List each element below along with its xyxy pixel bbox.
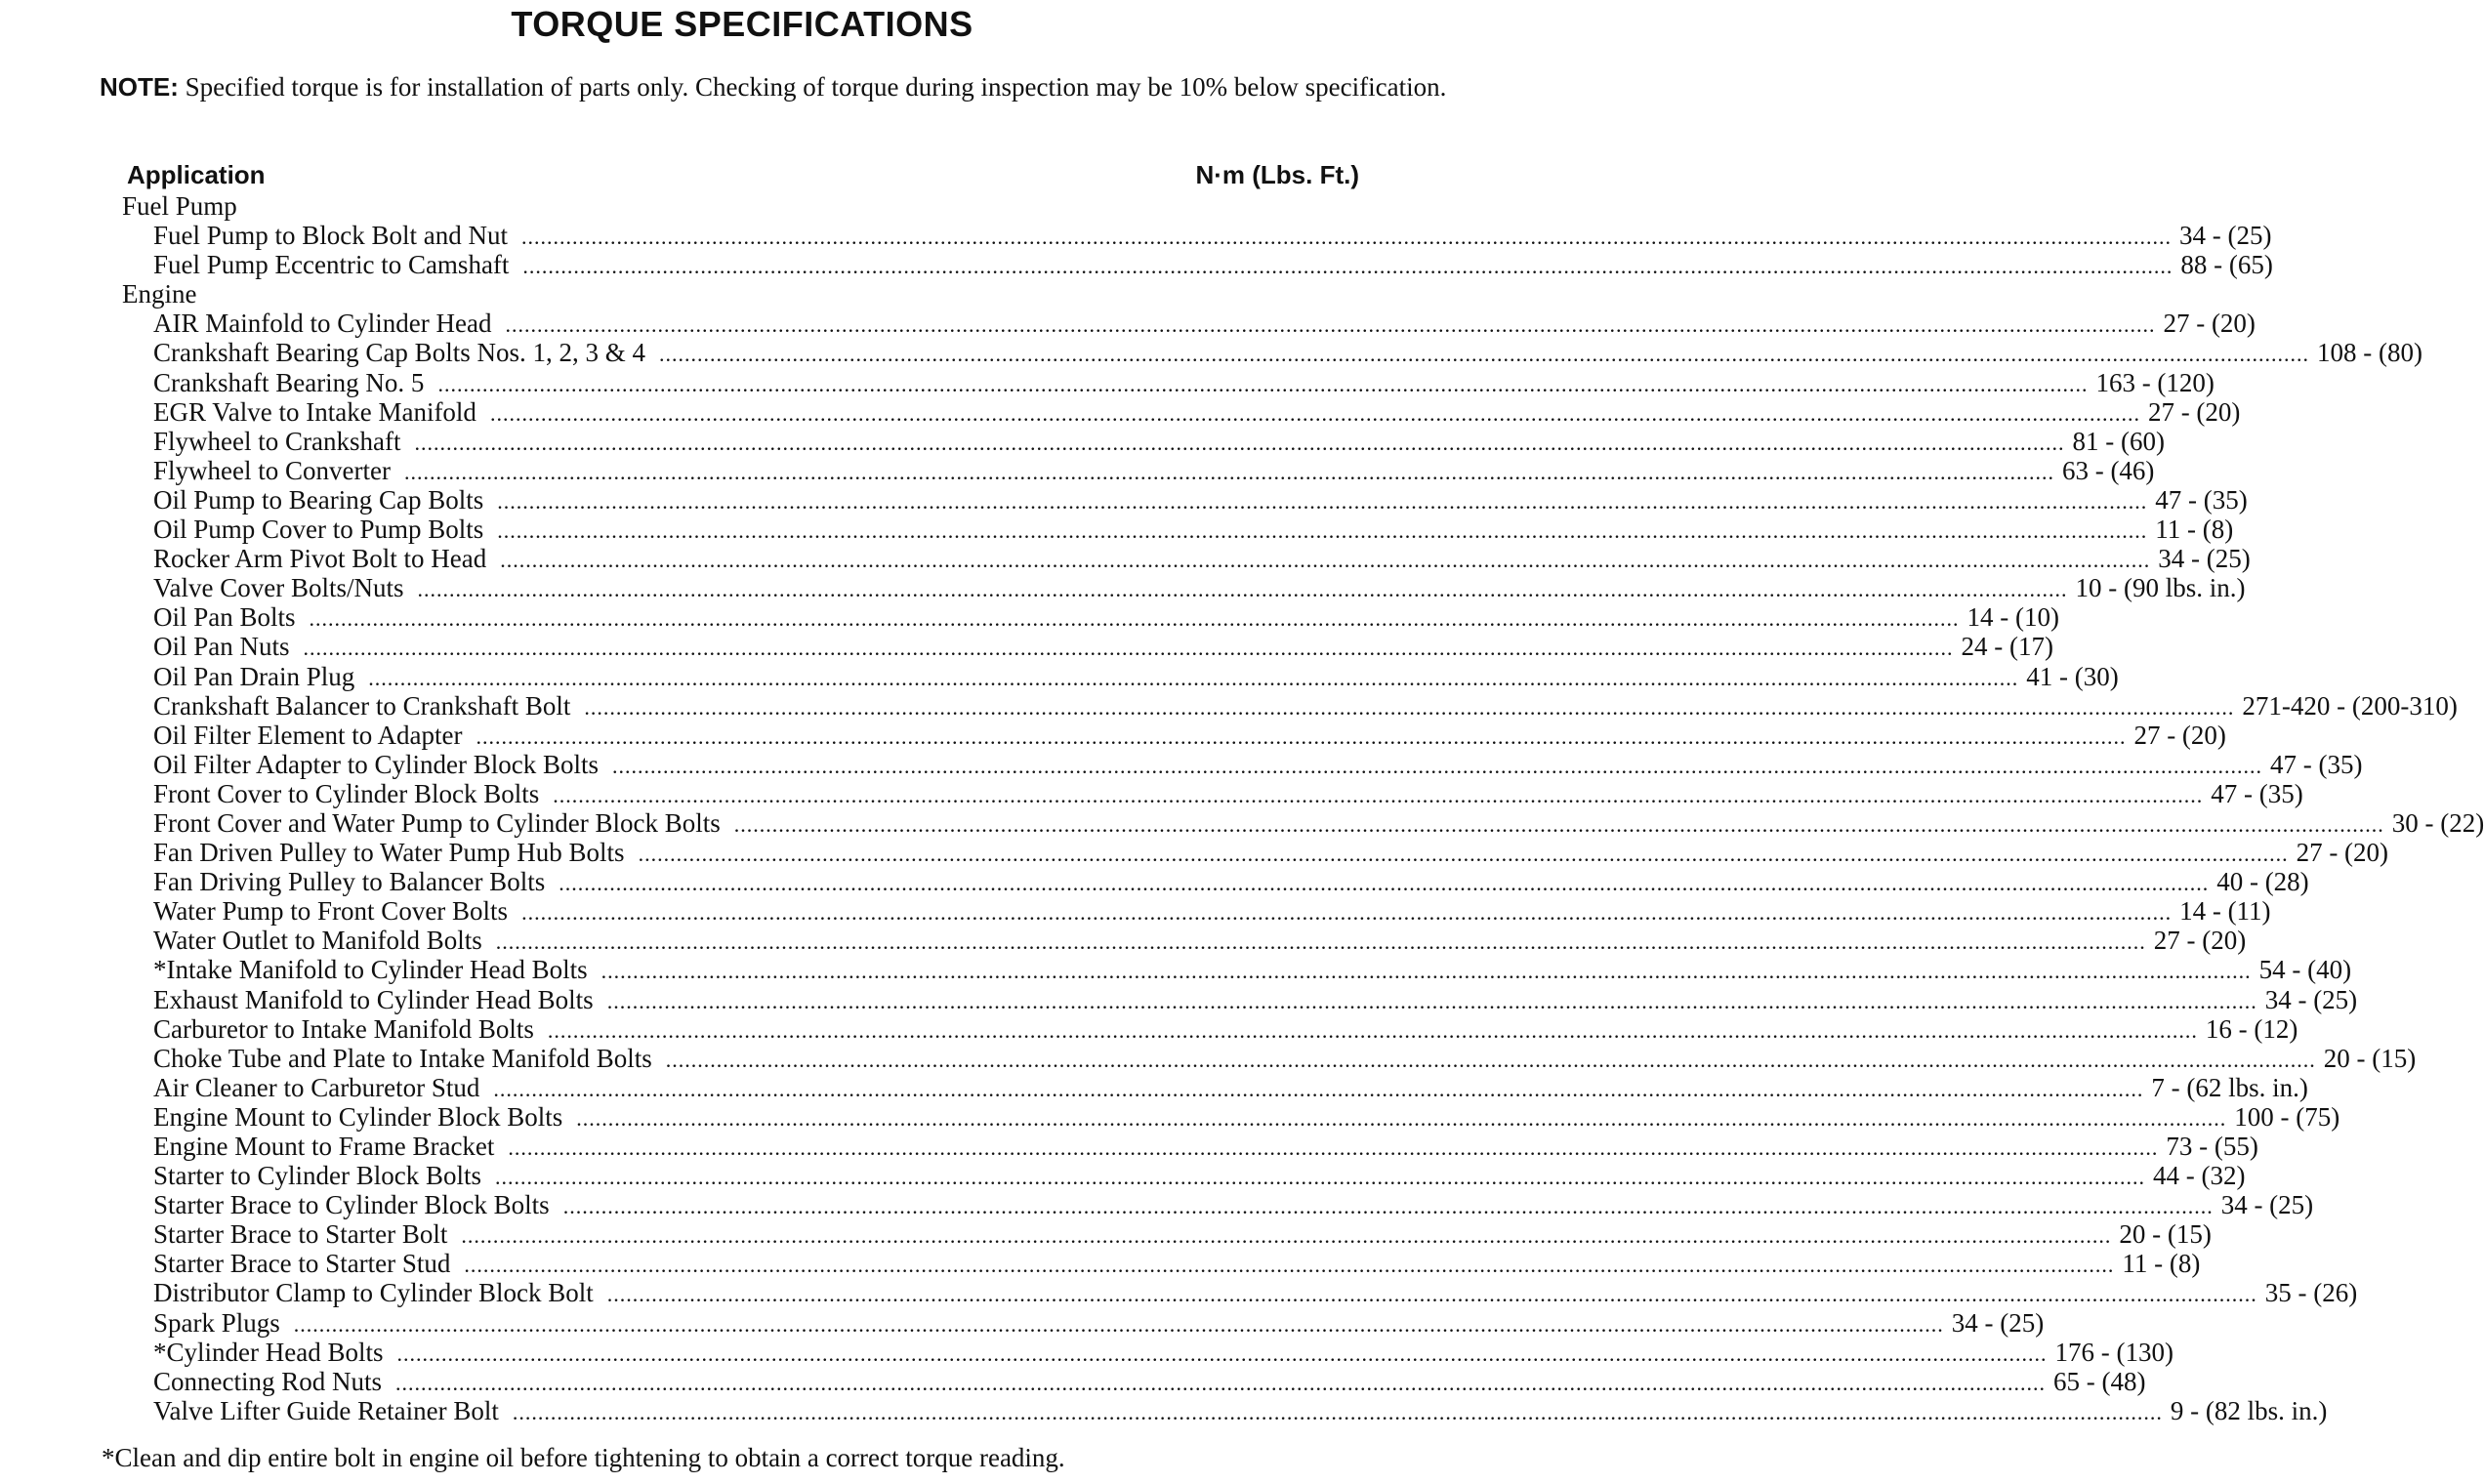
spec-application: Flywheel to Converter [153, 455, 391, 485]
spec-torque-value: 9 - (82 lbs. in.) [2170, 1395, 2328, 1425]
spec-application: Fan Driven Pulley to Water Pump Hub Bolts [153, 838, 625, 868]
spec-application: Crankshaft Balancer to Crankshaft Bolt [153, 690, 571, 721]
spec-row [122, 367, 2215, 397]
dot-leader: .................................................................................................................................................................................................................................................................... [495, 929, 2146, 955]
spec-row [122, 250, 2273, 280]
spec-row [122, 838, 2389, 868]
spec-application: Choke Tube and Plate to Intake Manifold Bolts [153, 1043, 652, 1073]
spec-application: Engine Mount to Cylinder Block Bolts [153, 1101, 563, 1132]
dot-leader: .................................................................................................................................................................................................................................................................... [547, 1017, 2198, 1043]
spec-row [122, 926, 2247, 956]
spec-application: Fan Driving Pulley to Balancer Bolts [153, 867, 546, 897]
dot-leader: .................................................................................................................................................................................................................................................................... [733, 811, 2384, 837]
spec-torque-value: 27 - (20) [2133, 720, 2226, 750]
dot-leader: .................................................................................................................................................................................................................................................................... [584, 694, 2235, 720]
spec-application: Starter Brace to Cylinder Block Bolts [153, 1190, 550, 1220]
page-title: TORQUE SPECIFICATIONS [511, 4, 973, 44]
spec-torque-value: 24 - (17) [1961, 632, 2053, 662]
spec-row [122, 1072, 2308, 1102]
spec-torque-value: 176 - (130) [2054, 1337, 2174, 1367]
spec-application: *Cylinder Head Bolts [153, 1337, 384, 1367]
spec-row [122, 778, 2303, 808]
spec-torque-value: 63 - (46) [2061, 455, 2155, 485]
section-heading-label: Engine [122, 279, 197, 309]
dot-leader: .................................................................................................................................................................................................................................................................... [508, 1135, 2159, 1160]
spec-application: Water Outlet to Manifold Bolts [153, 926, 482, 956]
spec-row [122, 309, 2256, 339]
spec-application: Starter Brace to Starter Bolt [153, 1219, 448, 1250]
spec-torque-value: 30 - (22) [2391, 807, 2484, 838]
spec-torque-value: 14 - (11) [2179, 896, 2271, 927]
spec-application: Crankshaft Bearing Cap Bolts Nos. 1, 2, 3 & 4 [153, 338, 645, 368]
spec-torque-value: 20 - (15) [2119, 1219, 2212, 1250]
spec-application: Water Pump to Front Cover Bolts [153, 896, 509, 927]
spec-row [122, 1249, 2201, 1279]
spec-row [122, 749, 2363, 779]
dot-leader: .................................................................................................................................................................................................................................................................... [489, 400, 2140, 426]
spec-application: Engine Mount to Frame Bracket [153, 1132, 495, 1161]
spec-row [122, 221, 2272, 251]
spec-row [122, 1278, 2358, 1308]
section-heading-label: Fuel Pump [122, 191, 237, 221]
spec-application: Valve Cover Bolts/Nuts [153, 573, 404, 603]
section-heading [122, 191, 1358, 221]
dot-leader: .................................................................................................................................................................................................................................................................... [476, 723, 2127, 749]
spec-application: Spark Plugs [153, 1307, 280, 1338]
spec-application: AIR Mainfold to Cylinder Head [153, 309, 492, 339]
dot-leader: .................................................................................................................................................................................................................................................................... [559, 871, 2210, 896]
column-header-torque: N·m (Lbs. Ft.) [1195, 160, 1359, 189]
dot-leader: .................................................................................................................................................................................................................................................................... [403, 459, 2054, 484]
spec-row [122, 1013, 2298, 1044]
spec-row [122, 1307, 2045, 1338]
spec-row [122, 338, 2422, 368]
spec-row [122, 807, 2484, 838]
spec-application: Crankshaft Bearing No. 5 [153, 367, 425, 397]
spec-torque-value: 47 - (35) [2269, 749, 2363, 779]
dot-leader: .................................................................................................................................................................................................................................................................... [494, 1165, 2145, 1190]
spec-application: Oil Pan Nuts [153, 632, 290, 662]
spec-row [122, 1101, 2340, 1132]
spec-row [122, 632, 2053, 662]
spec-torque-value: 27 - (20) [2296, 838, 2389, 868]
spec-application: EGR Valve to Intake Manifold [153, 396, 476, 427]
dot-leader: .................................................................................................................................................................................................................................................................... [562, 1194, 2214, 1219]
spec-application: Distributor Clamp to Cylinder Block Bolt [153, 1278, 594, 1308]
spec-row [122, 720, 2226, 750]
dot-leader: .................................................................................................................................................................................................................................................................... [553, 782, 2204, 807]
spec-row [122, 690, 2458, 721]
spec-torque-value: 20 - (15) [2323, 1043, 2417, 1073]
spec-torque-value: 35 - (26) [2264, 1278, 2358, 1308]
spec-torque-value: 47 - (35) [2211, 778, 2303, 808]
spec-application: Connecting Rod Nuts [153, 1366, 382, 1396]
spec-torque-value: 14 - (10) [1966, 602, 2060, 633]
spec-row [122, 661, 2119, 691]
spec-torque-value: 271-420 - (200-310) [2242, 690, 2458, 721]
spec-torque-value: 27 - (20) [2153, 926, 2247, 956]
spec-torque-value: 34 - (25) [2264, 984, 2358, 1014]
spec-torque-value: 163 - (120) [2095, 367, 2215, 397]
spec-application: Fuel Pump to Block Bolt and Nut [153, 221, 509, 251]
spec-application: Oil Pan Drain Plug [153, 661, 355, 691]
spec-row [122, 1132, 2258, 1161]
spec-row [122, 396, 2241, 427]
dot-leader: .................................................................................................................................................................................................................................................................... [600, 959, 2252, 984]
spec-application: Valve Lifter Guide Retainer Bolt [153, 1395, 499, 1425]
dot-leader: .................................................................................................................................................................................................................................................................... [293, 1311, 1944, 1337]
section-heading [122, 279, 1358, 309]
spec-torque-value: 73 - (55) [2166, 1132, 2258, 1161]
spec-application: Oil Filter Adapter to Cylinder Block Bolts [153, 749, 599, 779]
spec-application: Rocker Arm Pivot Bolt to Head [153, 544, 487, 574]
dot-leader: .................................................................................................................................................................................................................................................................... [658, 342, 2309, 367]
spec-application: Starter to Cylinder Block Bolts [153, 1161, 481, 1191]
spec-row [122, 896, 2271, 927]
dot-leader: .................................................................................................................................................................................................................................................................... [437, 371, 2089, 396]
spec-torque-value: 27 - (20) [2163, 309, 2256, 339]
spec-torque-value: 40 - (28) [2216, 867, 2309, 897]
spec-row [122, 1219, 2212, 1250]
spec-application: Air Cleaner to Carburetor Stud [153, 1072, 480, 1102]
dot-leader: .................................................................................................................................................................................................................................................................... [606, 1282, 2257, 1307]
spec-row [122, 602, 2060, 633]
spec-torque-value: 100 - (75) [2234, 1101, 2340, 1132]
dot-leader: .................................................................................................................................................................................................................................................................... [606, 988, 2257, 1013]
dot-leader: .................................................................................................................................................................................................................................................................... [414, 430, 2065, 455]
spec-application: Fuel Pump Eccentric to Camshaft [153, 250, 510, 280]
spec-row [122, 515, 2234, 545]
spec-application: Carburetor to Intake Manifold Bolts [153, 1013, 534, 1044]
spec-application: Oil Pump Cover to Pump Bolts [153, 515, 484, 545]
spec-application: Flywheel to Crankshaft [153, 426, 401, 456]
dot-leader: .................................................................................................................................................................................................................................................................... [309, 606, 1960, 632]
spec-application: Oil Pan Bolts [153, 602, 296, 633]
spec-row [122, 1043, 2417, 1073]
spec-torque-value: 81 - (60) [2072, 426, 2165, 456]
dot-leader: .................................................................................................................................................................................................................................................................... [500, 548, 2151, 573]
spec-application: Oil Filter Element to Adapter [153, 720, 463, 750]
dot-leader: .................................................................................................................................................................................................................................................................... [395, 1370, 2046, 1395]
dot-leader: .................................................................................................................................................................................................................................................................... [461, 1223, 2112, 1249]
dot-leader: .................................................................................................................................................................................................................................................................... [576, 1105, 2227, 1131]
dot-leader: .................................................................................................................................................................................................................................................................... [493, 1076, 2144, 1101]
dot-leader: .................................................................................................................................................................................................................................................................... [505, 312, 2156, 338]
note-text: Specified torque is for installation of parts only. Checking of torque during inspection may be 10% below specification. [185, 72, 1447, 102]
spec-torque-value: 54 - (40) [2258, 955, 2352, 985]
spec-torque-value: 11 - (8) [2155, 515, 2234, 545]
dot-leader: .................................................................................................................................................................................................................................................................... [665, 1047, 2316, 1072]
spec-torque-value: 34 - (25) [1951, 1307, 2045, 1338]
spec-application: *Intake Manifold to Cylinder Head Bolts [153, 955, 588, 985]
spec-torque-value: 16 - (12) [2205, 1013, 2298, 1044]
dot-leader: .................................................................................................................................................................................................................................................................... [521, 900, 2173, 926]
note-paragraph [29, 72, 1465, 103]
spec-torque-value: 27 - (20) [2147, 396, 2241, 427]
spec-row [122, 1190, 2314, 1220]
torque-spec-table [122, 191, 2484, 1425]
spec-torque-value: 10 - (90 lbs. in.) [2075, 573, 2246, 603]
dot-leader: .................................................................................................................................................................................................................................................................... [638, 842, 2289, 867]
spec-torque-value: 34 - (25) [2179, 221, 2272, 251]
spec-torque-value: 34 - (25) [2158, 544, 2251, 574]
spec-row [122, 867, 2309, 897]
spec-row [122, 426, 2165, 456]
dot-leader: .................................................................................................................................................................................................................................................................... [303, 636, 1954, 661]
spec-torque-value: 47 - (35) [2155, 484, 2248, 515]
column-header-application: Application [127, 160, 266, 189]
footnote: *Clean and dip entire bolt in engine oil before tightening to obtain a correct torque reading. [102, 1443, 1065, 1472]
spec-torque-value: 41 - (30) [2026, 661, 2119, 691]
dot-leader: .................................................................................................................................................................................................................................................................... [368, 665, 2019, 690]
spec-torque-value: 34 - (25) [2220, 1190, 2314, 1220]
spec-torque-value: 108 - (80) [2316, 338, 2422, 368]
spec-row [122, 484, 2248, 515]
note-label: NOTE: [100, 72, 179, 102]
spec-row [122, 544, 2251, 574]
dot-leader: .................................................................................................................................................................................................................................................................... [522, 254, 2174, 279]
spec-application: Exhaust Manifold to Cylinder Head Bolts [153, 984, 594, 1014]
spec-row [122, 1161, 2246, 1191]
dot-leader: .................................................................................................................................................................................................................................................................... [497, 518, 2148, 544]
spec-torque-value: 44 - (32) [2152, 1161, 2246, 1191]
dot-leader: .................................................................................................................................................................................................................................................................... [464, 1253, 2115, 1278]
spec-row [122, 1366, 2146, 1396]
spec-application: Starter Brace to Starter Stud [153, 1249, 451, 1279]
spec-torque-value: 7 - (62 lbs. in.) [2151, 1072, 2308, 1102]
dot-leader: .................................................................................................................................................................................................................................................................... [417, 577, 2068, 602]
dot-leader: .................................................................................................................................................................................................................................................................... [611, 753, 2262, 778]
spec-application: Oil Pump to Bearing Cap Bolts [153, 484, 484, 515]
spec-row [122, 455, 2155, 485]
spec-torque-value: 88 - (65) [2180, 250, 2273, 280]
spec-row [122, 573, 2246, 603]
spec-torque-value: 11 - (8) [2122, 1249, 2201, 1279]
dot-leader: .................................................................................................................................................................................................................................................................... [512, 1399, 2163, 1424]
spec-row [122, 1395, 2328, 1425]
spec-application: Front Cover to Cylinder Block Bolts [153, 778, 540, 808]
dot-leader: .................................................................................................................................................................................................................................................................... [497, 488, 2148, 514]
spec-torque-value: 65 - (48) [2053, 1366, 2146, 1396]
spec-application: Front Cover and Water Pump to Cylinder Block Bolts [153, 807, 721, 838]
spec-row [122, 984, 2358, 1014]
dot-leader: .................................................................................................................................................................................................................................................................... [521, 225, 2173, 250]
spec-row [122, 955, 2352, 985]
spec-row [122, 1337, 2174, 1367]
dot-leader: .................................................................................................................................................................................................................................................................... [396, 1340, 2048, 1366]
